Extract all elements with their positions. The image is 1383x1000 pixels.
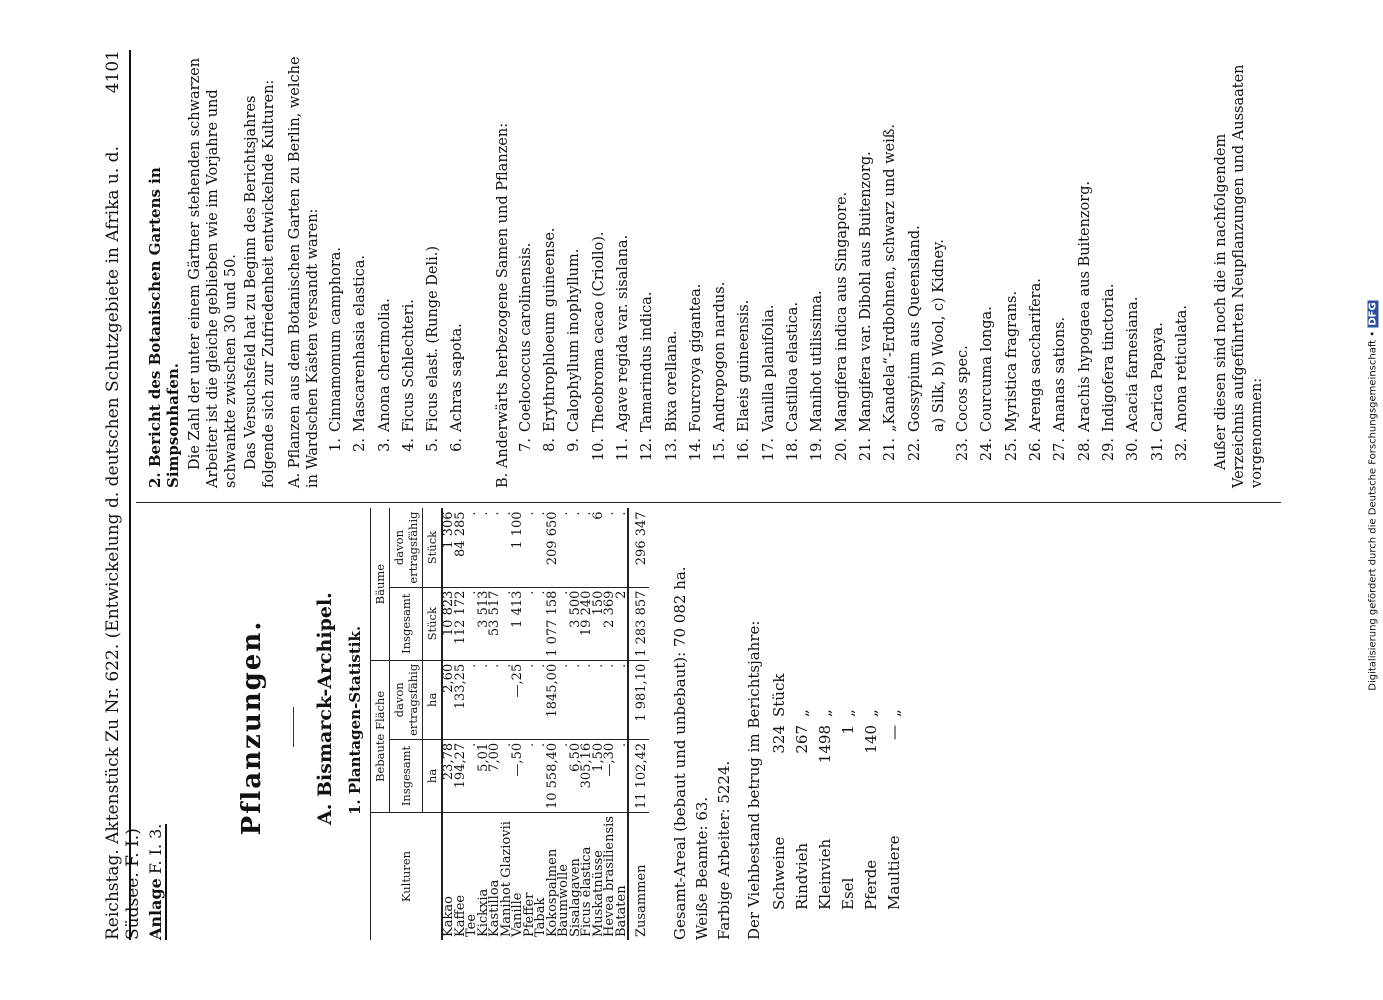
dfg-logo: DFG [1367, 302, 1379, 326]
list-item [324, 48, 348, 466]
kultur-name: Kickxia [475, 888, 491, 937]
table-cell: . [593, 660, 605, 739]
item-number: 6. [449, 438, 466, 452]
item-number: 5. [425, 438, 442, 452]
table-cell: . [478, 508, 490, 587]
running-header [103, 50, 143, 940]
item-number: 2. [352, 438, 369, 452]
table-cell: 10 823 [442, 587, 455, 660]
list-item [587, 48, 611, 466]
livestock-row [790, 515, 813, 910]
livestock-unit: „ [861, 709, 880, 717]
table-cell: 6,50 [570, 739, 582, 812]
table-cell: 6 [593, 508, 605, 587]
livestock-kind: Maultiere [884, 835, 903, 910]
table-cell: . [501, 739, 513, 812]
kultur-name: Tabak [533, 897, 548, 937]
unit-stueck: Stück [423, 587, 443, 660]
report-heading: 2. Bericht des Botanischen Gartens in Simpsonhafen. [146, 167, 182, 488]
list-item [878, 48, 902, 466]
item-number: 10. [590, 438, 607, 462]
section-heading: A. Bismarck-Archipel. [314, 592, 336, 825]
page-number: 4101 [103, 50, 123, 94]
farbige-arbeiter: Farbige Arbeiter: 5224. [715, 760, 733, 940]
livestock-row [882, 515, 905, 910]
list-item [1048, 48, 1072, 466]
table-cell: 53 517 [489, 587, 501, 660]
item-text: Fourcroya gigantea. [687, 283, 704, 432]
item-number: 18. [785, 438, 802, 462]
item-text: Agave regida var. sisalana. [614, 234, 631, 432]
livestock-row [813, 515, 836, 910]
item-number: 9. [566, 438, 583, 452]
subsection-heading: 1. Plantagen-Statistik. [346, 625, 364, 815]
table-row [604, 508, 616, 940]
list-item [1073, 48, 1097, 466]
table-cell: 150 [593, 587, 605, 660]
item-text: Manihot utilissima. [809, 290, 826, 432]
rotated-document-page [31, 30, 1351, 970]
table-row [616, 508, 629, 940]
table-cell: 209 650 [547, 508, 559, 587]
kultur-name: Kaffee [452, 894, 468, 937]
list-item [951, 48, 975, 466]
table-cell: 19 240 [581, 587, 593, 660]
list-item [397, 48, 421, 466]
col-flaeche: Bebaute Fläche [371, 660, 390, 812]
table-cell: . [535, 508, 547, 587]
list-item [903, 48, 927, 466]
livestock-list [767, 515, 905, 910]
header-title: Reichstag. Aktenstück Zu Nr. 622. (Entwickelung d. deutschen Schutzgebiete in Afrika u. d. Südsee. F. I.) [103, 146, 143, 940]
livestock-unit: „ [838, 709, 857, 717]
item-number: 32. [1173, 438, 1190, 462]
table-cell: . [535, 587, 547, 660]
item-text: Calophyllum inophyllum. [566, 248, 583, 432]
item-number: 20. [833, 438, 850, 462]
table-cell: . [466, 660, 478, 739]
item-number: 14. [687, 438, 704, 462]
table-cell: . [581, 508, 593, 587]
item-text: Andropogon nardus. [712, 281, 729, 432]
livestock-unit: Stück [769, 673, 788, 717]
table-row [455, 508, 467, 940]
statistics-notes [671, 515, 763, 940]
table-cell: 112 172 [455, 587, 467, 660]
table-cell: 1 100 [512, 508, 524, 587]
list-item [708, 48, 732, 466]
list-item [684, 48, 708, 466]
item-text: Indigofera tinctoria. [1100, 283, 1117, 432]
item-number: 7. [517, 438, 534, 452]
table-cell: . [604, 660, 616, 739]
table-cell: 133,25 [455, 660, 467, 739]
item-number: 17. [760, 438, 777, 462]
item-number: 25. [1003, 438, 1020, 462]
list-item [373, 48, 397, 466]
livestock-count: 324 [769, 725, 788, 754]
item-number: 31. [1149, 438, 1166, 462]
total-cell: 11 102,42 [628, 739, 649, 812]
col-baeume: Bäume [371, 508, 390, 660]
total-cell: 1 283 857 [628, 587, 649, 660]
total-row [628, 508, 649, 940]
col-davon-stueck: davon ertragsfähig [390, 508, 423, 587]
item-number: 1. [328, 438, 344, 452]
item-number: 12. [639, 438, 656, 462]
list-item [1024, 48, 1048, 466]
unit-ha: ha [423, 739, 443, 812]
item-text: Mascarenhasia elastica. [352, 254, 369, 432]
table-cell: . [524, 508, 536, 587]
kultur-name: Kastilloa [487, 879, 502, 937]
table-cell: . [535, 739, 547, 812]
list-item [805, 48, 829, 466]
closing-paragraph: Außer diesen sind noch die in nachfolgendem Verzeichnis aufgeführten Neupflanzungen und Aussaaten vorgenommen: [1213, 64, 1266, 488]
kultur-name: Kakao [442, 813, 455, 940]
right-column [146, 48, 1268, 488]
table-cell: . [501, 587, 513, 660]
list-item [854, 48, 878, 466]
table-row [524, 508, 536, 940]
item-text: Bixa orellana. [663, 330, 680, 432]
table-cell: —,25 [512, 660, 524, 739]
table-cell: 1845,00 [547, 660, 559, 739]
kultur-name: Pfeffer [521, 892, 537, 937]
livestock-unit: „ [792, 709, 811, 717]
table-row [512, 508, 524, 940]
table-row [466, 508, 478, 940]
table-cell: . [581, 660, 593, 739]
list-item [757, 48, 781, 466]
table-cell: . [558, 660, 570, 739]
item-text: Mangifera indica aus Singapore. [833, 191, 850, 432]
list-item [562, 48, 586, 466]
title-rule [293, 708, 294, 748]
item-text: Tamarindus indica. [639, 291, 656, 432]
table-cell: 3 513 [478, 587, 490, 660]
table-cell: . [489, 660, 501, 739]
list-item [732, 48, 756, 466]
vieh-intro: Der Viehbestand betrug im Berichtsjahre: [745, 620, 763, 940]
livestock-count: 1498 [815, 725, 834, 764]
item-text: Acacia farnesiana. [1125, 296, 1142, 432]
item-number: 21. [857, 438, 874, 462]
kultur-name: Hevea brasiliensis [602, 816, 617, 937]
list-item [611, 48, 635, 466]
table-cell: 3 500 [570, 587, 582, 660]
table-cell: . [524, 660, 536, 739]
kultur-name: Kokospalmen [544, 848, 560, 937]
table-row [501, 508, 513, 940]
livestock-count: 140 [861, 725, 880, 754]
item-text: Ficus elast. (Runge Deli.) [425, 245, 442, 432]
item-text: Courcuma longa. [979, 306, 996, 432]
item-text: Anona reticulata. [1173, 305, 1190, 432]
list-a-intro: A. Pflanzen aus dem Botanischen Garten zu Berlin, welche in Wardschen Kästen versandt waren: [287, 56, 321, 488]
table-cell: . [616, 660, 629, 739]
table-cell: . [478, 660, 490, 739]
list-item [1097, 48, 1121, 466]
col-insgesamt-ha: Insgesamt [390, 739, 423, 812]
table-cell: . [466, 739, 478, 812]
table-cell: . [558, 508, 570, 587]
list-item [660, 48, 684, 466]
item-text: Ficus Schlechteri. [400, 299, 417, 432]
list-item [927, 48, 951, 466]
table-cell: . [501, 660, 513, 739]
livestock-kind: Schweine [769, 836, 788, 910]
livestock-kind: Kleinvieh [815, 838, 834, 910]
item-number: 3. [376, 438, 393, 452]
item-text: Vanilla planifolia. [760, 304, 777, 432]
table-cell: 5,01 [478, 739, 490, 812]
item-text: Gossypium aus Queensland. [906, 225, 923, 432]
item-number: 30. [1125, 438, 1142, 462]
col-davon-ha: davon ertragsfähig [390, 660, 423, 739]
list-item [348, 48, 372, 466]
list-item [445, 48, 469, 466]
item-number: 26. [1028, 438, 1045, 462]
item-number: 8. [542, 438, 559, 452]
table-cell: . [558, 739, 570, 812]
table-cell: . [524, 587, 536, 660]
table-cell: 7,00 [489, 739, 501, 812]
kultur-name: Tee [464, 913, 479, 937]
item-number: 29. [1100, 438, 1117, 462]
list-item [1170, 48, 1194, 466]
table-cell: . [616, 739, 629, 812]
item-number: 4. [400, 438, 417, 452]
kultur-name: Baumwolle [556, 864, 571, 937]
item-number: 27. [1052, 438, 1069, 462]
list-item [781, 48, 805, 466]
list-item [514, 48, 538, 466]
item-text: Coelococcus carolinensis. [517, 242, 534, 432]
table-row [478, 508, 490, 940]
table-cell: —,50 [512, 739, 524, 812]
paragraph: Die Zahl der unter einem Gärtner stehenden schwarzen Arbeiter ist die gleiche geblieben wie im Vorjahre und schwankte zwischen 30 und 50. [187, 57, 239, 488]
livestock-unit: „ [815, 709, 834, 717]
list-item [1146, 48, 1170, 466]
item-text: Mangifera var. Dibohl aus Buitenzorg. [857, 151, 874, 432]
item-text: Cinnamomum camphora. [328, 246, 344, 432]
item-number: 15. [712, 438, 729, 462]
table-cell: 194,27 [455, 739, 467, 812]
table-cell: 1 306 [442, 508, 455, 587]
col-insgesamt-stueck: Insgesamt [390, 587, 423, 660]
list-b-intro: B. Anderwärts herbezogene Samen und Pflanzen: [494, 122, 511, 488]
item-text: „Kandela“-Erdbohnen, schwarz und weiß. [882, 123, 899, 432]
table-cell: . [616, 508, 629, 587]
plantation-table [370, 508, 649, 940]
item-number: 24. [979, 438, 996, 462]
item-text: Arenga saccharifera. [1028, 278, 1045, 432]
item-number: 23. [955, 438, 972, 462]
list-item [538, 48, 562, 466]
livestock-count: 267 [792, 725, 811, 754]
table-cell: . [489, 508, 501, 587]
total-cell: 296 347 [628, 508, 649, 587]
list-item [830, 48, 854, 466]
kultur-name: Manihot Glaziovii [498, 821, 514, 937]
table-cell: 1 413 [512, 587, 524, 660]
paragraph: Das Versuchsfeld hat zu Beginn des Berichtsjahres folgende sich zur Zufriedenheit entwickelnde Kulturen: [243, 79, 277, 488]
item-number: 22. [906, 438, 923, 462]
unit-ha: ha [423, 660, 443, 739]
table-row [442, 508, 455, 940]
table-cell: 1 077 158 [547, 587, 559, 660]
list-item [975, 48, 999, 466]
livestock-kind: Rindvieh [792, 842, 811, 910]
item-number: 11. [614, 438, 631, 462]
table-cell: . [466, 587, 478, 660]
item-number: 21. [882, 438, 899, 462]
list-item [421, 48, 445, 466]
livestock-unit: „ [884, 709, 903, 717]
gesamt-areal: Gesamt-Areal (bebaut und unbebaut): 70 082 ha. [671, 566, 689, 940]
table-cell: 2 369 [604, 587, 616, 660]
table-cell: . [466, 508, 478, 587]
total-cell: 1 981,10 [628, 660, 649, 739]
item-text: Carica Papaya. [1149, 322, 1166, 432]
table-cell: 305,16 [581, 739, 593, 812]
left-column [146, 511, 905, 940]
item-text: Theobroma cacao (Criollo). [590, 231, 607, 432]
livestock-kind: Esel [838, 877, 857, 910]
item-number: 19. [809, 438, 826, 462]
table-cell: . [558, 587, 570, 660]
weisse-beamte: Weiße Beamte: 63. [693, 796, 711, 940]
unit-stueck: Stück [423, 508, 443, 587]
item-text: Cocos spec. [955, 345, 972, 432]
item-text: Myristica fragrans. [1003, 290, 1020, 432]
table-cell: . [524, 739, 536, 812]
item-number: 28. [1076, 438, 1093, 462]
kultur-name: Muskatnüsse [590, 850, 606, 937]
table-cell: . [604, 508, 616, 587]
table-cell: 10 558,40 [547, 739, 559, 812]
item-text: Arachis hypogaea aus Buitenzorg. [1076, 180, 1093, 432]
livestock-row [859, 515, 882, 910]
kultur-name: Bataten [613, 885, 629, 937]
table-cell: 84 285 [455, 508, 467, 587]
table-cell: . [570, 660, 582, 739]
livestock-row [836, 515, 859, 910]
livestock-count: — [884, 725, 903, 740]
kultur-name: Ficus elastica [579, 846, 594, 937]
table-cell: . [570, 508, 582, 587]
item-text: a) Silk, b) Wool, c) Kidney. [930, 239, 947, 432]
item-text: Castilloa elastica. [785, 301, 802, 432]
anlage-label: AnlageF. I. 3. [146, 823, 165, 940]
table-cell: 23,78 [442, 739, 455, 812]
list-item [1000, 48, 1024, 466]
table-cell: 2 [616, 587, 629, 660]
item-number: 16. [736, 438, 753, 462]
header-rule [129, 50, 131, 940]
list-item [1121, 48, 1145, 466]
item-text: Anona cherimolia. [376, 298, 393, 432]
item-text: Achras sapota. [449, 323, 466, 432]
table-cell: . [535, 660, 547, 739]
table-cell: —,30 [604, 739, 616, 812]
item-number: 13. [663, 438, 680, 462]
table-cell: 2,60 [442, 660, 455, 739]
kultur-name: Sisalagaven [567, 858, 583, 937]
livestock-kind: Pferde [861, 859, 880, 910]
list-a [324, 48, 470, 466]
total-label: Zusammen [628, 813, 649, 940]
item-text: Erythrophloeum guineense. [542, 227, 559, 432]
list-b [514, 48, 1194, 466]
table-cell: . [501, 508, 513, 587]
digitization-credit: Digitalisierung gefördert durch die Deutsche Forschungsgemeinschaft • DFG [1367, 302, 1379, 691]
table-cell: 1,50 [593, 739, 605, 812]
table-body [442, 508, 628, 940]
item-text: Ananas sations. [1052, 316, 1069, 432]
col-kulturen: Kulturen [371, 813, 443, 940]
column-divider [136, 502, 1281, 503]
list-item [635, 48, 659, 466]
kultur-name: Vanille [510, 892, 525, 937]
item-text: Elaeis guineensis. [736, 299, 753, 432]
livestock-row [767, 515, 790, 910]
livestock-count: 1 [838, 725, 857, 735]
page-title: Pflanzungen. [237, 619, 267, 836]
